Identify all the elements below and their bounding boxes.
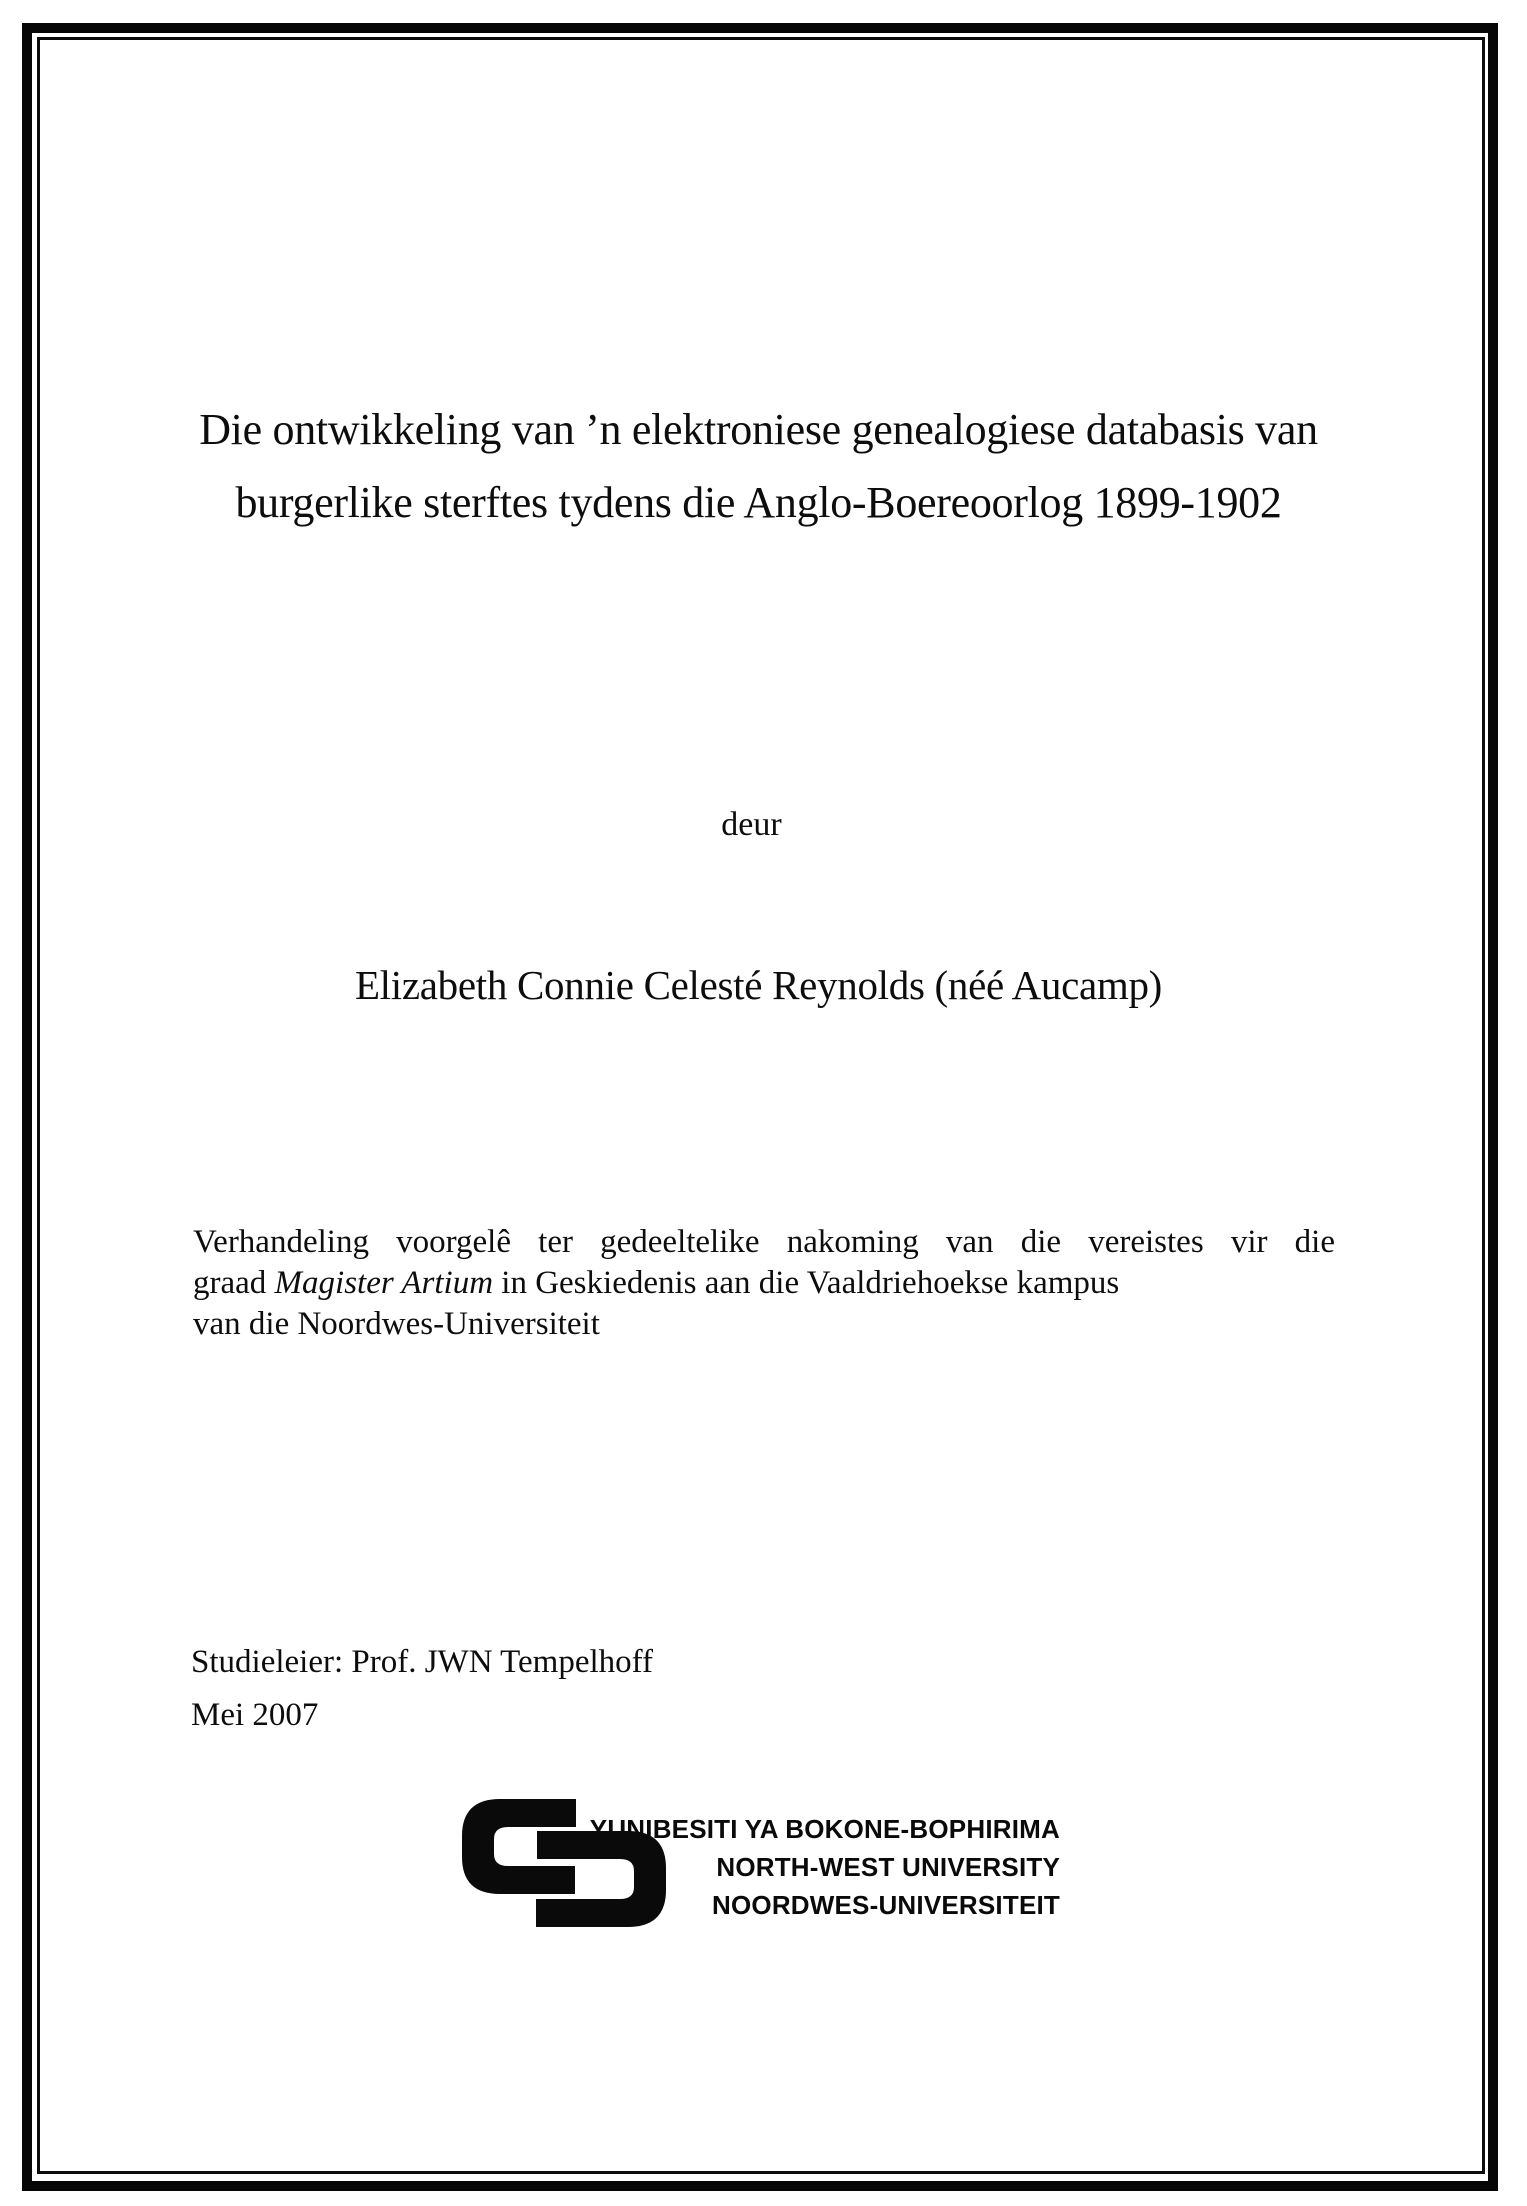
supervisor-line: Studieleier: Prof. JWN Tempelhoff <box>191 1644 654 1680</box>
logo-text-afrikaans: NOORDWES-UNIVERSITEIT <box>712 1890 1060 1920</box>
statement-line2-post: in Geskiedenis aan die Vaaldriehoekse kampus <box>493 1265 1120 1301</box>
date-line: Mei 2007 <box>191 1697 319 1733</box>
logo-text-setswana: YUNIBESITI YA BOKONE-BOPHIRIMA <box>589 1814 1060 1844</box>
nwu-logo <box>462 1797 1082 1937</box>
statement-line2 <box>193 1263 1335 1304</box>
nwu-logo-text <box>578 1810 1060 1924</box>
thesis-title-line1: Die ontwikkeling van ’n elektroniese genealogiese databasis van <box>199 405 1318 454</box>
byline: deur <box>721 806 782 843</box>
author-name: Elizabeth Connie Celesté Reynolds (néé Aucamp) <box>354 962 1163 1008</box>
thesis-title-line2: burgerlike sterftes tydens die Anglo-Boereoorlog 1899-1902 <box>235 478 1282 527</box>
statement-line2-pre: graad <box>193 1265 275 1301</box>
thesis-statement <box>193 1222 1335 1345</box>
logo-text-english: NORTH-WEST UNIVERSITY <box>716 1852 1060 1882</box>
statement-line3: van die Noordwes-Universiteit <box>193 1306 600 1342</box>
statement-line1: Verhandeling voorgelê ter gedeeltelike nakoming van die vereistes vir die <box>193 1224 1335 1260</box>
statement-line2-degree: Magister Artium <box>274 1265 494 1301</box>
